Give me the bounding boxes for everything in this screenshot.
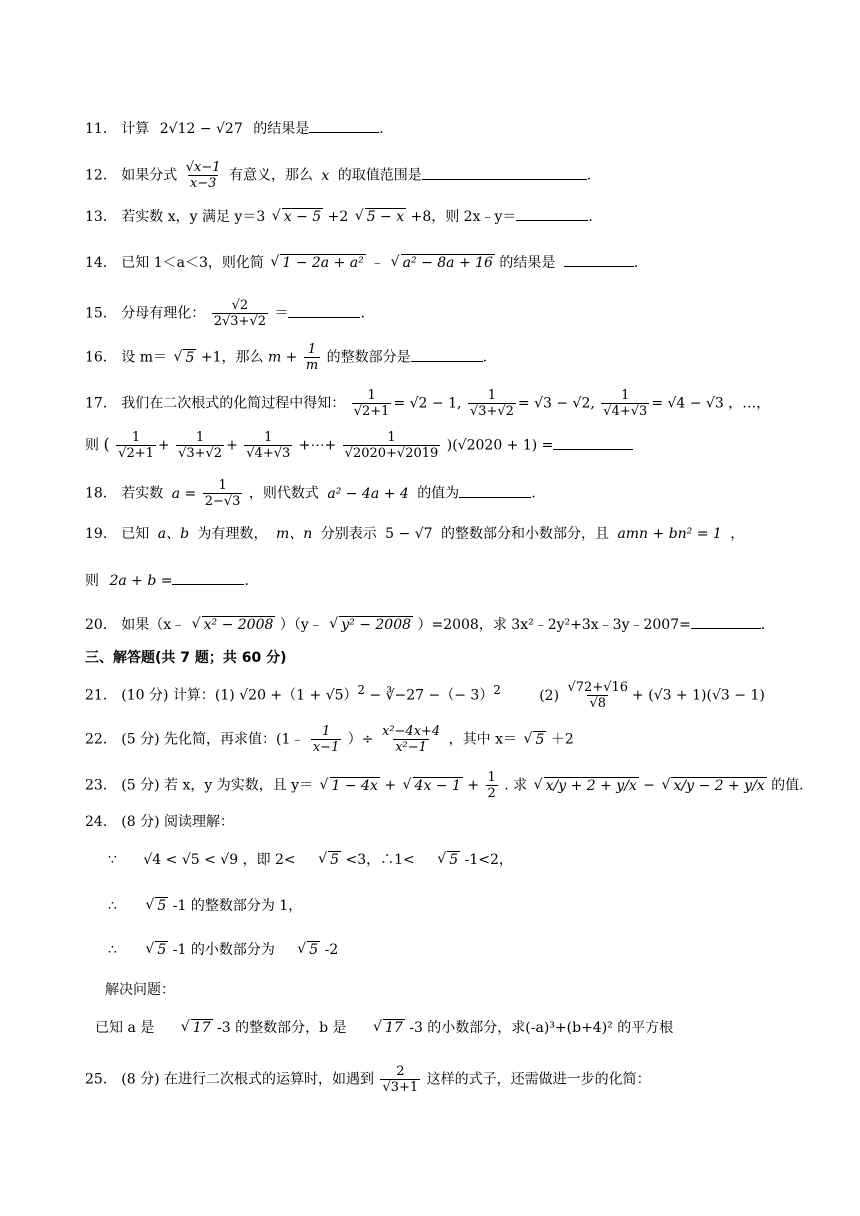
question-15 <box>85 298 800 329</box>
fraction-denominator: √4+√3 <box>603 404 648 419</box>
sqrt-expression <box>437 850 460 870</box>
sqrt-expression <box>373 1018 405 1038</box>
sqrt-expression <box>173 348 196 368</box>
fraction-denominator: √3+1 <box>382 1080 419 1095</box>
question-text: 的整数部分和小数部分，且 <box>440 526 609 542</box>
fraction-denominator: 2√3+√2 <box>213 314 267 329</box>
question-text: . 求 <box>504 777 528 794</box>
question-text: -2 <box>324 942 339 958</box>
question-text: 为有理数， <box>197 526 268 542</box>
score: (8 分) <box>121 1071 160 1088</box>
answer-blank[interactable] <box>691 614 761 629</box>
fraction-denominator: √4+√3 <box>246 446 291 461</box>
sqrt-expression <box>181 1018 213 1038</box>
fraction-denominator: x−3 <box>189 176 217 191</box>
question-text: 的整数部分是 <box>326 349 411 366</box>
question-text: 则 <box>85 573 99 589</box>
question-text: 分母有理化： <box>121 305 206 322</box>
fraction-numerator: 1 <box>307 342 317 357</box>
question-text: 若 x，y 为实数，且 y＝ <box>164 777 314 794</box>
fraction <box>203 478 243 509</box>
answer-blank[interactable] <box>516 206 588 221</box>
fraction-denominator: 2−√3 <box>204 494 241 509</box>
radicand: x² − 2008 <box>203 617 274 633</box>
question-text: 若实数 x，y 满足 y＝3 <box>121 209 266 225</box>
sqrt-expression <box>145 896 168 916</box>
fraction-denominator: √2+1 <box>353 404 390 419</box>
radicand: 5 − x <box>366 209 405 225</box>
fraction <box>566 680 631 711</box>
fraction-denominator: x²−1 <box>395 740 427 755</box>
fraction <box>601 388 649 419</box>
math-expression: + (√3 + 1)(√3 − 1) <box>632 687 765 704</box>
fraction-numerator: 2 <box>396 1064 405 1079</box>
question-number: 11． <box>85 121 117 137</box>
question-text: -1 的整数部分为 1， <box>172 898 303 914</box>
question-text: 若实数 <box>121 485 164 502</box>
exponent: 2 <box>493 683 501 697</box>
period: . <box>633 255 639 271</box>
period: . <box>244 573 249 589</box>
question-number: 16． <box>85 349 117 366</box>
fraction-numerator: √72+√16 <box>567 680 629 696</box>
question-text: 的结果是 <box>253 121 310 137</box>
fraction <box>116 430 156 461</box>
question-text: 阅读理解： <box>164 814 235 830</box>
sqrt-expression <box>320 776 380 796</box>
radicand: a² − 8a + 16 <box>402 255 493 271</box>
period: . <box>588 209 593 225</box>
fraction <box>184 160 223 191</box>
question-number: 19． <box>85 526 117 542</box>
radicand: 5 <box>330 852 340 868</box>
math-expression: = √4 − √3 <box>651 395 724 412</box>
question-14 <box>85 252 800 273</box>
fraction <box>486 770 498 801</box>
section-heading: 三、解答题(共 7 题；共 60 分) <box>85 650 287 666</box>
question-number: 12． <box>85 167 117 184</box>
question-text: 计算：(1) <box>172 687 235 704</box>
fraction <box>380 1064 420 1095</box>
plus-sign: + <box>467 777 480 794</box>
fraction <box>380 724 442 755</box>
question-21 <box>85 680 800 711</box>
fraction-numerator: 1 <box>621 388 630 403</box>
question-text: 已知 1＜a＜3，则化简 <box>121 255 264 271</box>
answer-blank[interactable] <box>288 303 360 318</box>
math-expression: − ∛−27 −（− 3） <box>369 687 494 704</box>
sqrt-expression <box>192 615 276 635</box>
fraction-denominator: √8 <box>589 696 607 712</box>
answer-blank[interactable] <box>553 435 633 450</box>
question-text: 我们在二次根式的化简过程中得知： <box>121 395 346 412</box>
sqrt-expression <box>145 940 168 960</box>
math-variable: x <box>321 167 330 184</box>
fraction-numerator: √x−1 <box>185 160 221 175</box>
question-text: 的值. <box>771 777 804 794</box>
radicand: 5 <box>449 852 459 868</box>
question-text: 则 <box>85 437 99 454</box>
sqrt-expression <box>318 850 341 870</box>
question-text: 如果分式 <box>121 167 178 184</box>
question-text: 先化简，再求值：(1﹣ <box>164 731 305 748</box>
fraction <box>352 388 392 419</box>
question-number: 13． <box>85 209 117 225</box>
reading-line-2 <box>108 896 800 916</box>
math-expression: = √2 − 1, <box>393 395 462 412</box>
question-number: 22． <box>85 731 117 748</box>
answer-blank[interactable] <box>459 483 531 498</box>
equals-sign: ＝ <box>274 305 289 322</box>
sqrt-expression <box>329 615 413 635</box>
question-text: ）（y﹣ <box>279 617 323 633</box>
question-text: ，即 2< <box>242 852 296 868</box>
fraction-numerator: 1 <box>487 770 496 785</box>
question-12 <box>85 160 800 191</box>
question-text: ， <box>730 526 745 542</box>
question-13 <box>85 206 800 227</box>
fraction-numerator: 1 <box>321 724 331 739</box>
exponent: 2 <box>357 683 365 697</box>
period: . <box>360 305 365 322</box>
period: . <box>482 349 488 366</box>
question-text: 计算 <box>121 121 150 137</box>
fraction-numerator: 1 <box>264 430 273 445</box>
because-symbol: ∵ <box>108 852 117 868</box>
answer-blank[interactable] <box>564 252 634 267</box>
question-23 <box>85 770 804 801</box>
sqrt-expression <box>661 776 766 796</box>
question-19-line-2 <box>85 570 800 591</box>
question-text: 这样的式子，还需做进一步的化简： <box>426 1071 651 1088</box>
question-text: +1，那么 <box>200 349 264 366</box>
math-variable: m、n <box>275 526 313 542</box>
question-text: 的结果是 <box>499 255 556 271</box>
radicand: 5 <box>157 898 167 914</box>
paren: ( <box>103 434 110 454</box>
reading-line-5 <box>95 1018 800 1038</box>
radicand: 17 <box>192 1020 211 1036</box>
question-text: ，…， <box>728 395 771 412</box>
radicand: x − 5 <box>283 209 322 225</box>
score: (10 分) <box>121 687 169 704</box>
sqrt-expression <box>534 776 639 796</box>
question-19 <box>85 524 800 544</box>
math-expression: m + <box>267 349 298 366</box>
radicand: 5 <box>157 942 167 958</box>
reading-line-1 <box>108 850 800 870</box>
fraction-denominator: √2020+√2019 <box>344 446 439 461</box>
math-expression: 2√12 − √27 <box>159 121 243 137</box>
question-number: 21． <box>85 687 117 704</box>
radicand: 5 <box>535 731 545 748</box>
fraction <box>343 430 441 461</box>
fraction <box>176 430 224 461</box>
sqrt-expression <box>355 207 406 227</box>
question-text: 的取值范围是 <box>337 167 422 184</box>
math-expression: amn + bn² = 1 <box>617 526 722 542</box>
question-number: 23． <box>85 777 117 794</box>
question-text: <3，∴1< <box>345 852 415 868</box>
question-text: 已知 a 是 <box>95 1020 155 1036</box>
math-expression: 5 − √7 <box>385 526 433 542</box>
reading-line-3 <box>108 940 800 960</box>
sqrt-expression <box>272 207 323 227</box>
question-text: 分别表示 <box>320 526 377 542</box>
therefore-symbol: ∴ <box>108 898 117 914</box>
radicand: 5 <box>309 942 319 958</box>
fraction <box>304 342 320 373</box>
fraction-denominator: √3+√2 <box>469 404 514 419</box>
fraction-denominator: 2 <box>487 786 496 801</box>
question-number: 20． <box>85 617 117 633</box>
question-text: 在进行二次根式的运算时，如遇到 <box>164 1071 375 1088</box>
question-text: +8，则 2x﹣y＝ <box>410 209 517 225</box>
sqrt-expression <box>297 940 320 960</box>
fraction-denominator: x−1 <box>312 740 340 755</box>
answer-blank[interactable] <box>411 347 483 362</box>
question-text: 已知 <box>121 526 150 542</box>
minus-sign: ﹣ <box>370 255 385 271</box>
math-expression: )(√2020 + 1) = <box>446 437 554 454</box>
sqrt-expression <box>523 730 546 750</box>
radicand: 4x − 1 <box>414 777 461 794</box>
radicand: 1 − 4x <box>331 777 378 794</box>
therefore-symbol: ∴ <box>108 942 117 958</box>
question-text: +2 <box>327 209 349 225</box>
fraction-denominator: √3+√2 <box>178 446 223 461</box>
question-text: -3 的整数部分，b 是 <box>216 1020 347 1036</box>
plus-sign: + <box>384 777 397 794</box>
minus-sign: − <box>643 777 656 794</box>
period: . <box>586 167 592 184</box>
score: (8 分) <box>121 814 160 830</box>
radicand: 5 <box>185 349 195 366</box>
sqrt-expression <box>270 253 365 273</box>
question-text: -1 的小数部分为 <box>172 942 275 958</box>
fraction-denominator: m <box>305 358 319 373</box>
period: . <box>379 121 384 137</box>
question-text: 设 m＝ <box>121 349 168 366</box>
score: (5 分) <box>121 777 160 794</box>
radicand: x/y − 2 + y/x <box>673 777 765 794</box>
answer-blank[interactable] <box>309 118 379 133</box>
fraction-numerator: x²−4x+4 <box>381 724 441 739</box>
score: (5 分) <box>121 731 160 748</box>
fraction-numerator: 1 <box>195 430 205 445</box>
question-text: 有意义，那么 <box>228 167 313 184</box>
question-text: ，则代数式 <box>248 485 319 502</box>
question-text: ＋2 <box>550 731 574 748</box>
question-number: 14． <box>85 255 117 271</box>
question-number: 17． <box>85 395 117 412</box>
question-20 <box>85 614 800 635</box>
fraction <box>244 430 292 461</box>
math-expression: √4 < √5 < √9 <box>143 852 239 868</box>
radicand: x/y + 2 + y/x <box>545 777 637 794</box>
question-text: ，其中 x＝ <box>448 731 517 748</box>
question-text: ）=2008，求 3x²﹣2y²+3x﹣3y﹣2007= <box>417 617 691 633</box>
math-expression: √20 +（1 + √5） <box>239 687 358 704</box>
question-text: -3 的小数部分，求(-a)³+(b+4)² 的平方根 <box>409 1020 674 1036</box>
question-number: 24． <box>85 814 117 830</box>
math-expression: a² − 4a + 4 <box>327 485 409 502</box>
question-text: 的值为 <box>417 485 460 502</box>
question-text: -1<2， <box>464 852 513 868</box>
fraction <box>212 298 268 329</box>
fraction-numerator: 1 <box>367 388 376 403</box>
question-25 <box>85 1064 800 1095</box>
question-24 <box>85 812 800 832</box>
fraction-denominator: √2+1 <box>118 446 154 461</box>
fraction-numerator: √2 <box>231 298 249 313</box>
fraction <box>468 388 516 419</box>
sqrt-expression <box>391 253 495 273</box>
fraction-numerator: 1 <box>487 388 497 403</box>
fraction-numerator: 1 <box>387 430 396 445</box>
fraction-numerator: 1 <box>131 430 141 445</box>
radicand: y² − 2008 <box>341 617 412 633</box>
question-11 <box>85 118 800 139</box>
question-16 <box>85 342 800 373</box>
question-number: 25． <box>85 1071 117 1088</box>
math-expression: +⋯+ <box>298 437 337 454</box>
question-18 <box>85 478 800 509</box>
fraction <box>311 724 342 755</box>
radicand: 17 <box>384 1020 403 1036</box>
question-text: 如果（x﹣ <box>121 617 186 633</box>
solve-label: 解决问题： <box>105 982 175 998</box>
math-expression: = √3 − √2, <box>517 395 595 412</box>
answer-blank[interactable] <box>422 165 587 180</box>
period: . <box>760 617 766 633</box>
question-17 <box>85 388 800 419</box>
question-number: 15． <box>85 305 117 322</box>
math-variable: a、b <box>157 526 190 542</box>
radicand: 1 − 2a + a² <box>282 255 364 271</box>
question-17-line-2: 则 ( $\frac{1}{√2+1}$ + $\frac{1}{√3+√2}$ + $\frac{1}{√4+√3}$ +⋯+ $\frac{1}{√2020+√2019}$ )(√2020 + 1) = <box>85 430 800 461</box>
question-number: 18． <box>85 485 117 502</box>
part-label: (2) <box>539 687 560 704</box>
question-22 <box>85 724 800 755</box>
math-expression: a = <box>171 485 197 502</box>
fraction-numerator: 1 <box>218 478 227 493</box>
sqrt-expression <box>403 776 463 796</box>
question-text: ）÷ <box>347 731 374 748</box>
math-expression: 2a + b = <box>109 573 173 589</box>
answer-blank[interactable] <box>172 570 244 585</box>
period: . <box>531 485 536 502</box>
